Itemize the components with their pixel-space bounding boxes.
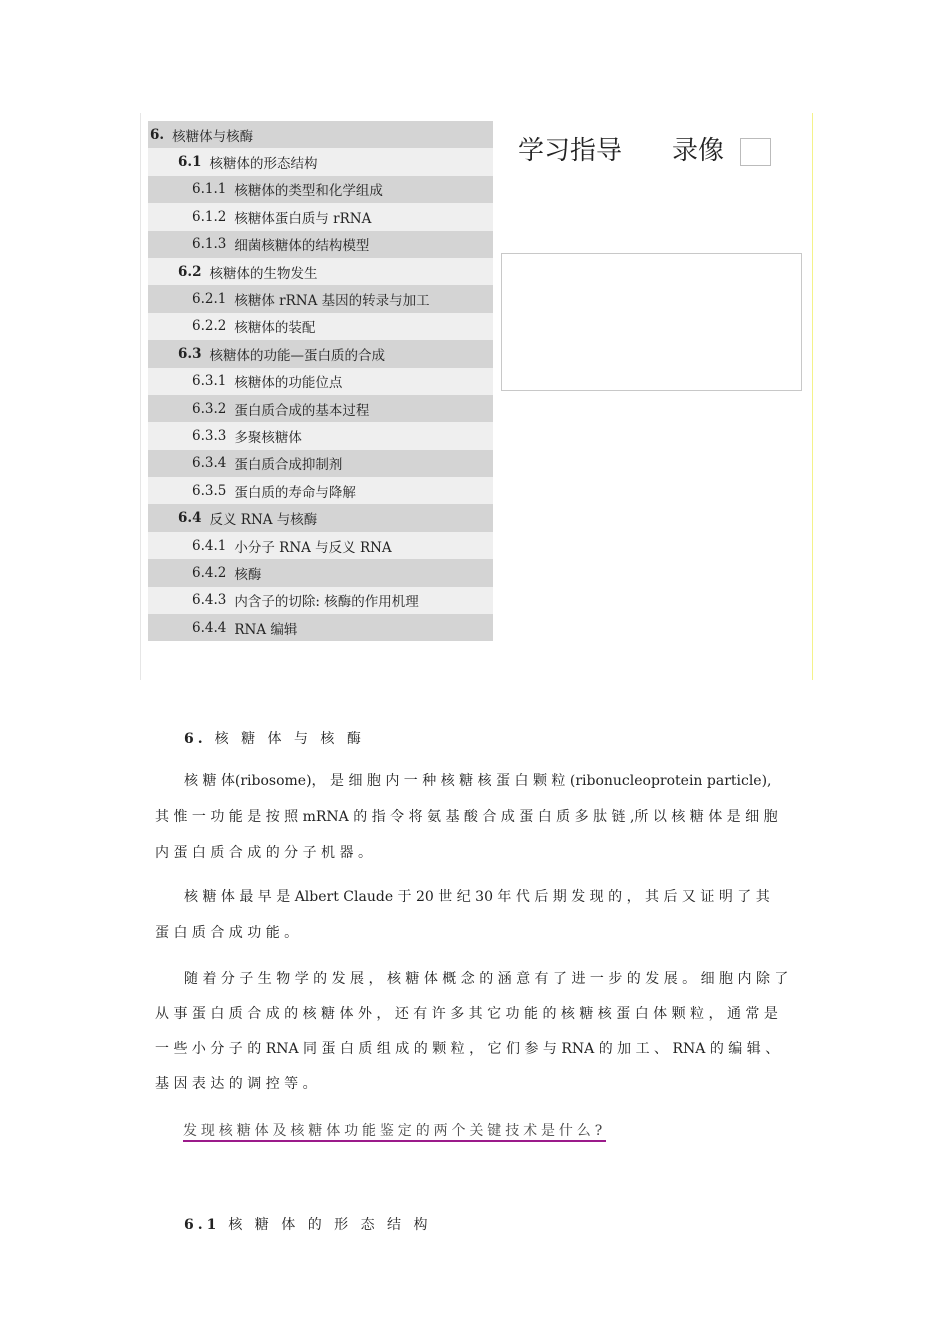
toc-item-6-3-5[interactable] <box>148 477 493 504</box>
paragraph-line: 从 事 蛋 白 质 合 成 的 核 糖 体 外 ， 还 有 许 多 其 它 功 能 的 核 糖 核 蛋 白 体 颗 粒 ， 通 常 是 <box>155 1006 778 1022</box>
paragraph-discovery <box>155 888 800 948</box>
video-player-box[interactable] <box>501 253 802 391</box>
video-link[interactable]: 录像 <box>672 136 725 166</box>
side-links <box>518 130 724 167</box>
toc-item-title: 核糖体的功能位点 <box>234 375 343 392</box>
toc-item-number: 6.1.3 <box>192 236 227 253</box>
toc-item-6[interactable] <box>148 121 493 148</box>
toc-item-title: 核糖体与核酶 <box>172 128 254 145</box>
section-number: 6. <box>184 731 207 747</box>
toc-item-6-3-4[interactable] <box>148 450 493 477</box>
section-title: 核 糖 体 与 核 酶 <box>214 731 365 747</box>
paragraph-line: 内 蛋 白 质 合 成 的 分 子 机 器 。 <box>155 845 372 861</box>
toc-item-title: 蛋白质合成抑制剂 <box>234 457 343 474</box>
toc-item-title: 核糖体 rRNA 基因的转录与加工 <box>234 293 430 310</box>
toc-item-6-2-1[interactable] <box>148 285 493 312</box>
toc-item-title: 细菌核糖体的结构模型 <box>234 238 370 255</box>
toc-item-6-2-2[interactable] <box>148 313 493 340</box>
study-guide-link[interactable]: 学习指导 <box>518 136 623 166</box>
toc-item-number: 6.3.3 <box>192 427 227 444</box>
section-heading-6 <box>184 728 365 748</box>
toc-item-number: 6.2.2 <box>192 318 227 335</box>
video-image-placeholder[interactable] <box>740 138 771 166</box>
paragraph-development <box>155 970 800 1100</box>
paragraph-line: 核 糖 体 最 早 是 Albert Claude 于 20 世 纪 30 年 代 后 期 发 现 的 ， 其 后 又 证 明 了 其 <box>184 889 770 905</box>
toc-item-6-2[interactable] <box>148 258 493 285</box>
paragraph-line: 蛋 白 质 合 成 功 能 。 <box>155 925 299 941</box>
toc-item-6-4[interactable] <box>148 504 493 531</box>
paragraph-ribosome-definition <box>155 772 800 862</box>
toc-item-number: 6.3.2 <box>192 400 227 417</box>
toc-item-number: 6.2 <box>178 263 202 280</box>
toc-item-6-1-3[interactable] <box>148 231 493 258</box>
toc-item-number: 6.4.1 <box>192 537 227 554</box>
toc-item-number: 6.3 <box>178 345 202 362</box>
content-frame-right-border <box>812 113 813 680</box>
toc-item-title: RNA 编辑 <box>234 621 298 638</box>
toc-item-title: 多聚核糖体 <box>234 429 302 446</box>
toc-item-6-3-3[interactable] <box>148 422 493 449</box>
section-heading-6-1 <box>184 1214 432 1234</box>
toc-item-title: 核糖体的生物发生 <box>209 265 318 282</box>
toc-item-6-4-4[interactable] <box>148 614 493 641</box>
toc-item-6-1[interactable] <box>148 148 493 175</box>
toc-item-title: 核糖体的装配 <box>234 320 316 337</box>
toc-item-title: 核糖体的功能—蛋白质的合成 <box>209 347 385 364</box>
toc-item-6-4-2[interactable] <box>148 559 493 586</box>
toc-item-6-4-3[interactable] <box>148 587 493 614</box>
section-number: 6.1 <box>184 1217 221 1233</box>
toc-item-number: 6.3.4 <box>192 455 227 472</box>
content-frame-left-border <box>140 113 141 680</box>
toc-item-number: 6.4.3 <box>192 592 227 609</box>
toc-item-number: 6.1 <box>178 154 202 171</box>
paragraph-line: 基 因 表 达 的 调 控 等 。 <box>155 1076 317 1092</box>
toc-item-number: 6.2.1 <box>192 291 227 308</box>
toc-item-number: 6.4.4 <box>192 619 227 636</box>
toc-item-number: 6.1.2 <box>192 208 227 225</box>
toc-item-6-1-2[interactable] <box>148 203 493 230</box>
toc-item-6-1-1[interactable] <box>148 176 493 203</box>
question-link[interactable]: 发现核糖体及核糖体功能鉴定的两个关键技术是什么? <box>183 1120 606 1142</box>
toc-item-title: 蛋白质合成的基本过程 <box>234 402 370 419</box>
toc-item-title: 小分子 RNA 与反义 RNA <box>234 539 392 556</box>
toc-item-number: 6.1.1 <box>192 181 227 198</box>
paragraph-line: 其 惟 一 功 能 是 按 照 mRNA 的 指 令 将 氨 基 酸 合 成 蛋 白 质 多 肽 链 ,所 以 核 糖 体 是 细 胞 <box>155 809 778 825</box>
toc-item-title: 核糖体的类型和化学组成 <box>234 183 383 200</box>
toc-item-number: 6.4.2 <box>192 564 227 581</box>
toc-item-title: 内含子的切除: 核酶的作用机理 <box>234 594 419 611</box>
toc-item-number: 6.3.1 <box>192 373 227 390</box>
toc-item-6-4-1[interactable] <box>148 532 493 559</box>
paragraph-line: 核 糖 体(ribosome)， 是 细 胞 内 一 种 核 糖 核 蛋 白 颗 粒 (ribonucleoprotein particle), <box>184 773 772 789</box>
toc-item-title: 核糖体蛋白质与 rRNA <box>234 210 372 227</box>
toc-item-number: 6.4 <box>178 510 202 527</box>
paragraph-line: 一 些 小 分 子 的 RNA 同 蛋 白 质 组 成 的 颗 粒 ， 它 们 参 与 RNA 的 加 工 、 RNA 的 编 辑 、 <box>155 1041 780 1057</box>
toc-item-number: 6. <box>150 126 165 143</box>
toc-item-6-3-1[interactable] <box>148 368 493 395</box>
paragraph-line: 随 着 分 子 生 物 学 的 发 展 ， 核 糖 体 概 念 的 涵 意 有 了 进 一 步 的 发 展 。 细 胞 内 除 了 <box>184 971 789 987</box>
table-of-contents <box>148 121 493 641</box>
toc-item-title: 核糖体的形态结构 <box>209 156 318 173</box>
toc-item-6-3-2[interactable] <box>148 395 493 422</box>
toc-item-6-3[interactable] <box>148 340 493 367</box>
section-title: 核 糖 体 的 形 态 结 构 <box>228 1217 432 1233</box>
toc-item-title: 蛋白质的寿命与降解 <box>234 484 356 501</box>
toc-item-number: 6.3.5 <box>192 482 227 499</box>
toc-item-title: 反义 RNA 与核酶 <box>209 512 318 529</box>
toc-item-title: 核酶 <box>234 566 262 583</box>
